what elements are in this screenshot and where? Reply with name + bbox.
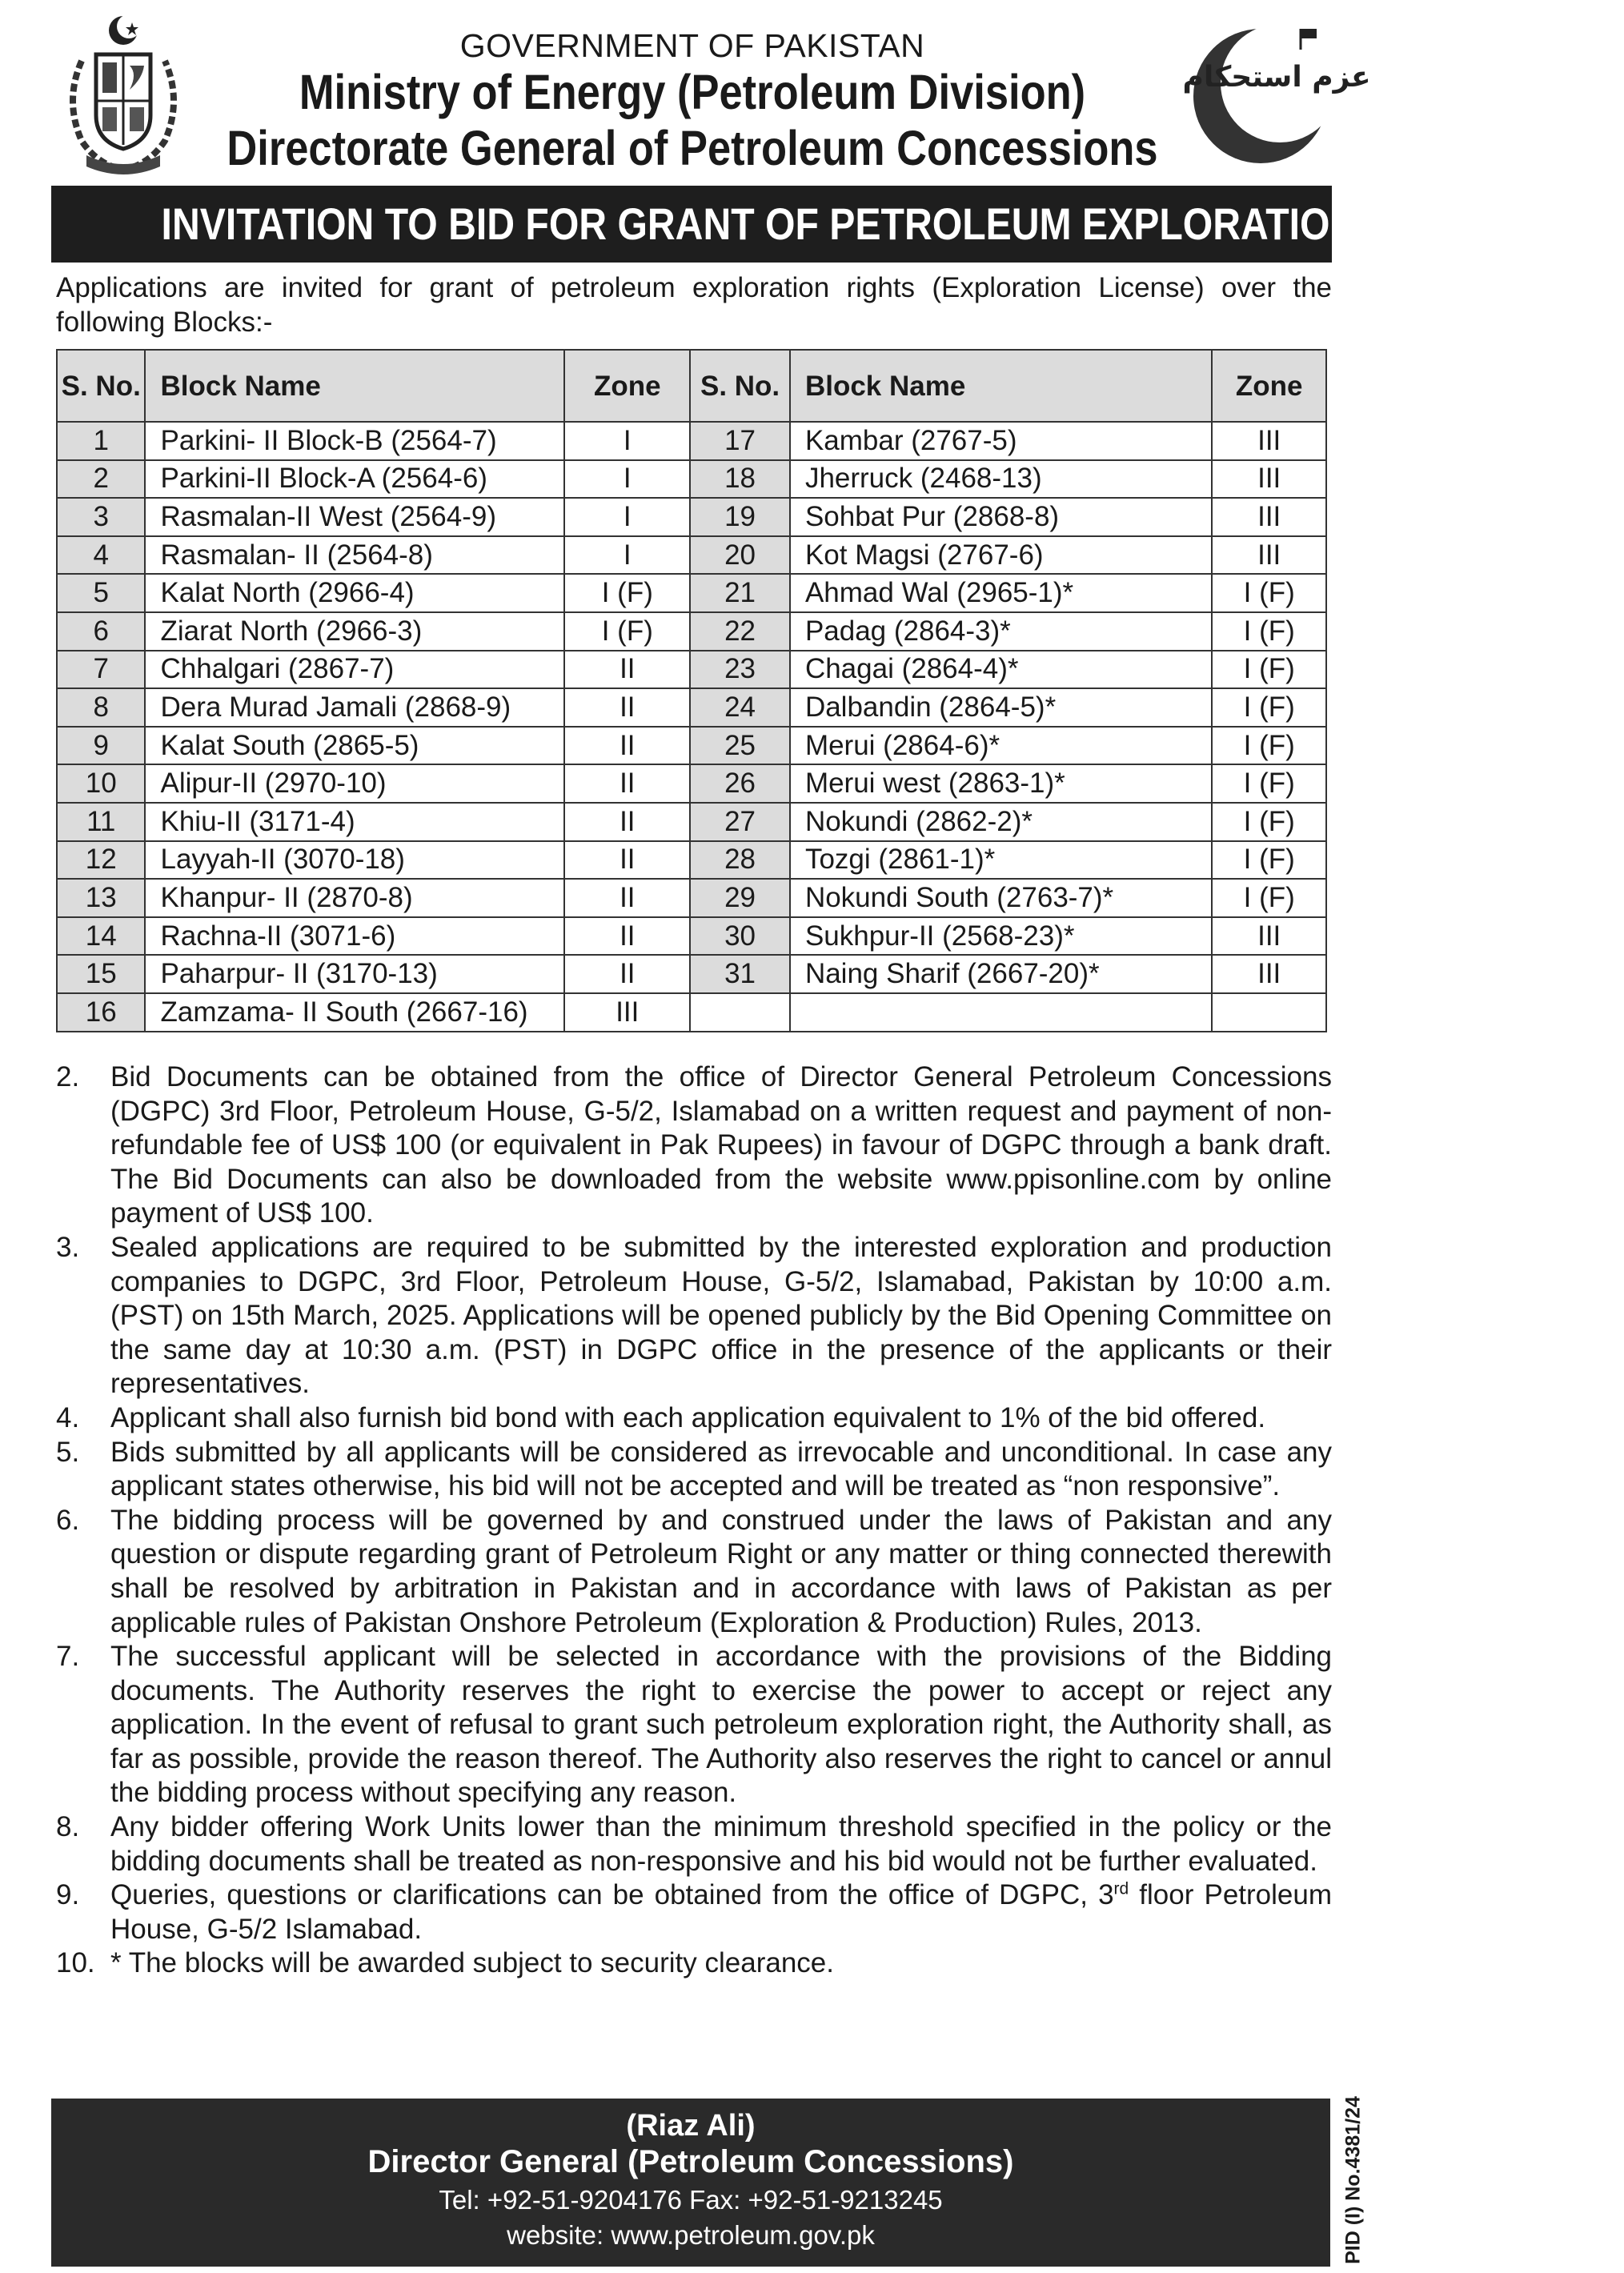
cell-sno: 13	[57, 879, 145, 917]
signature-footer	[51, 2099, 1330, 2267]
cell-zone: II	[564, 651, 690, 689]
cell-block-name: Jherruck (2468-13)	[790, 460, 1212, 499]
table-row	[57, 917, 1326, 956]
cell-block-name: Zamzama- II South (2667-16)	[145, 993, 564, 1032]
government-heading: GOVERNMENT OF PAKISTAN	[459, 27, 925, 64]
cell-zone: III	[564, 993, 690, 1032]
cell-sno: 29	[690, 879, 790, 917]
list-item	[56, 1640, 1332, 1810]
cell-sno: 25	[690, 727, 790, 765]
item-text: Bids submitted by all applicants will be considered as irrevocable and unconditional. In case any applicant states otherwise, his bid will not be accepted and will be treated as “non responsive”.	[110, 1436, 1332, 1502]
cell-sno: 15	[57, 955, 145, 993]
cell-block-name: Kot Magsi (2767-6)	[790, 536, 1212, 575]
cell-zone: I (F)	[1212, 651, 1326, 689]
item-number: 6.	[56, 1504, 80, 1536]
cell-block-name: Merui (2864-6)*	[790, 727, 1212, 765]
cell-zone: II	[564, 955, 690, 993]
header-block-name: Block Name	[790, 350, 1212, 422]
cell-sno: 2	[57, 460, 145, 499]
blocks-table	[56, 349, 1327, 1032]
signatory-designation: Director General (Petroleum Concessions)	[367, 2144, 1014, 2179]
cell-zone: III	[1212, 955, 1326, 993]
item-text: Queries, questions or clarifications can be obtained from the office of DGPC, 3rd floor Petroleum House, G-5/2 Islamabad.	[110, 1879, 1332, 1945]
table-row	[57, 460, 1326, 499]
cell-block-name: Rachna-II (3071-6)	[145, 917, 564, 956]
cell-zone: I (F)	[1212, 688, 1326, 727]
cell-block-name: Alipur-II (2970-10)	[145, 764, 564, 803]
cell-sno: 23	[690, 651, 790, 689]
table-row	[57, 841, 1326, 880]
table-row	[57, 803, 1326, 841]
cell-sno: 4	[57, 536, 145, 575]
cell-zone: I (F)	[1212, 727, 1326, 765]
item-text: The bidding process will be governed by and construed under the laws of Pakistan and any question or dispute regarding grant of Petroleum Right or any matter or thing connected therewith shall be resolved by arbitration in Pakistan and in accordance with laws of Pakistan as per applicable rules of Pakistan Onshore Petroleum (Exploration & Production) Rules, 2013.	[110, 1504, 1332, 1638]
item-number: 9.	[56, 1879, 80, 1911]
cell-block-name: Padag (2864-3)*	[790, 612, 1212, 651]
cell-sno: 31	[690, 955, 790, 993]
list-item	[56, 1401, 1332, 1436]
item-text: The successful applicant will be selected in accordance with the provisions of the Bidding documents. The Authority reserves the right to exercise the power to accept or reject any application. In the event of refusal to grant such petroleum exploration right, the Authority shall, as far as possible, provide the reason thereof. The Authority also reserves the right to cancel or annul the bidding process without specifying any reason.	[110, 1641, 1332, 1809]
item-text: Any bidder offering Work Units lower than the minimum threshold specified in the policy or the bidding documents shall be treated as non-responsive and his bid would not be further evaluated.	[110, 1811, 1332, 1877]
cell-block-name: Nokundi (2862-2)*	[790, 803, 1212, 841]
table-row	[57, 879, 1326, 917]
cell-sno: 8	[57, 688, 145, 727]
table-row	[57, 764, 1326, 803]
item-text: * The blocks will be awarded subject to security clearance.	[110, 1947, 834, 1979]
list-item	[56, 1060, 1332, 1231]
intro-paragraph: Applications are invited for grant of petroleum exploration rights (Exploration License) over the following Blocks:-	[56, 272, 1332, 338]
table-row	[57, 498, 1326, 536]
cell-block-name: Kalat South (2865-5)	[145, 727, 564, 765]
table-row	[57, 688, 1326, 727]
cell-sno: 16	[57, 993, 145, 1032]
list-item	[56, 1810, 1332, 1878]
cell-zone: III	[1212, 536, 1326, 575]
item-number: 2.	[56, 1061, 80, 1092]
cell-zone: I	[564, 536, 690, 575]
cell-block-name: Kambar (2767-5)	[790, 422, 1212, 460]
table-row	[57, 955, 1326, 993]
item-number: 3.	[56, 1231, 80, 1263]
cell-block-name: Layyah-II (3070-18)	[145, 841, 564, 880]
table-row	[57, 536, 1326, 575]
cell-sno: 17	[690, 422, 790, 460]
cell-sno: 11	[57, 803, 145, 841]
cell-zone: II	[564, 841, 690, 880]
signatory-name: (Riaz Ali)	[626, 2109, 756, 2143]
cell-zone	[1212, 993, 1326, 1032]
list-item	[56, 1946, 1332, 1981]
cell-sno: 19	[690, 498, 790, 536]
table-row	[57, 651, 1326, 689]
item-number: 10.	[56, 1947, 95, 1979]
conditions-list	[56, 1060, 1332, 1981]
item-number: 4.	[56, 1401, 80, 1433]
cell-zone: I (F)	[564, 612, 690, 651]
cell-zone: II	[564, 764, 690, 803]
cell-sno: 27	[690, 803, 790, 841]
title-banner	[51, 186, 1514, 263]
cell-zone: II	[564, 879, 690, 917]
header-sno: S. No.	[57, 350, 145, 422]
cell-zone: II	[564, 803, 690, 841]
cell-sno: 20	[690, 536, 790, 575]
cell-sno: 9	[57, 727, 145, 765]
directorate-heading: Directorate General of Petroleum Concessions	[227, 121, 1158, 175]
cell-sno: 14	[57, 917, 145, 956]
cell-sno: 6	[57, 612, 145, 651]
header-sno: S. No.	[690, 350, 790, 422]
cell-zone: III	[1212, 422, 1326, 460]
cell-block-name: Nokundi South (2763-7)*	[790, 879, 1212, 917]
pid-number: PID (I) No.4381/24	[1341, 2096, 1365, 2264]
cell-block-name: Ahmad Wal (2965-1)*	[790, 574, 1212, 612]
header-block-name: Block Name	[145, 350, 564, 422]
cell-sno: 28	[690, 841, 790, 880]
cell-sno: 22	[690, 612, 790, 651]
header-zone: Zone	[1212, 350, 1326, 422]
list-item	[56, 1231, 1332, 1401]
list-item	[56, 1436, 1332, 1504]
cell-block-name: Paharpur- II (3170-13)	[145, 955, 564, 993]
cell-sno: 10	[57, 764, 145, 803]
cell-sno: 21	[690, 574, 790, 612]
cell-zone: III	[1212, 917, 1326, 956]
cell-zone: I (F)	[564, 574, 690, 612]
item-number: 7.	[56, 1641, 80, 1673]
website: website: www.petroleum.gov.pk	[507, 2220, 875, 2250]
cell-zone: I (F)	[1212, 612, 1326, 651]
cell-block-name: Parkini-II Block-A (2564-6)	[145, 460, 564, 499]
table-row	[57, 727, 1326, 765]
cell-block-name: Dalbandin (2864-5)*	[790, 688, 1212, 727]
cell-block-name: Rasmalan- II (2564-8)	[145, 536, 564, 575]
cell-sno: 3	[57, 498, 145, 536]
list-item	[56, 1504, 1332, 1640]
cell-block-name: Kalat North (2966-4)	[145, 574, 564, 612]
ministry-heading: Ministry of Energy (Petroleum Division)	[299, 65, 1086, 119]
cell-block-name: Ziarat North (2966-3)	[145, 612, 564, 651]
cell-zone: I	[564, 422, 690, 460]
item-text: Sealed applications are required to be submitted by the interested exploration and production companies to DGPC, 3rd Floor, Petroleum House, G-5/2, Islamabad, Pakistan by 10:00 a.m. (PST) on 15th March, 2025. Applications will be opened publicly by the Bid Opening Committee on the same day at 10:30 a.m. (PST) in DGPC office in the presence of the applicants or their representatives.	[110, 1231, 1332, 1400]
cell-sno: 1	[57, 422, 145, 460]
cell-block-name: Khiu-II (3171-4)	[145, 803, 564, 841]
cell-sno: 12	[57, 841, 145, 880]
table-row	[57, 422, 1326, 460]
item-text: Bid Documents can be obtained from the office of Director General Petroleum Concessions (DGPC) 3rd Floor, Petroleum House, G-5/2, Islamabad on a written request and payment of non-refundable fee of US$ 100 (or equivalent in Pak Rupees) in favour of DGPC through a bank draft. The Bid Documents can also be downloaded from the website www.ppisonline.com by online payment of US$ 100.	[110, 1061, 1332, 1229]
cell-block-name: Chagai (2864-4)*	[790, 651, 1212, 689]
table-row	[57, 993, 1326, 1032]
cell-block-name: Chhalgari (2867-7)	[145, 651, 564, 689]
cell-zone: I (F)	[1212, 764, 1326, 803]
cell-block-name: Sukhpur-II (2568-23)*	[790, 917, 1212, 956]
header-zone: Zone	[564, 350, 690, 422]
table-header-row	[57, 350, 1326, 422]
cell-zone: I	[564, 460, 690, 499]
cell-zone: III	[1212, 460, 1326, 499]
table-row	[57, 612, 1326, 651]
cell-sno	[690, 993, 790, 1032]
cell-block-name: Dera Murad Jamali (2868-9)	[145, 688, 564, 727]
page-title: INVITATION TO BID FOR GRANT OF PETROLEUM EXPLORATION RIGHTS	[161, 198, 1514, 249]
item-text: Applicant shall also furnish bid bond with each application equivalent to 1% of the bid offered.	[110, 1401, 1266, 1433]
item-number: 5.	[56, 1436, 80, 1468]
list-item	[56, 1878, 1332, 1946]
cell-zone: I (F)	[1212, 841, 1326, 880]
cell-sno: 5	[57, 574, 145, 612]
cell-block-name: Sohbat Pur (2868-8)	[790, 498, 1212, 536]
cell-block-name: Tozgi (2861-1)*	[790, 841, 1212, 880]
cell-block-name: Naing Sharif (2667-20)*	[790, 955, 1212, 993]
cell-block-name	[790, 993, 1212, 1032]
cell-sno: 30	[690, 917, 790, 956]
cell-sno: 7	[57, 651, 145, 689]
cell-zone: II	[564, 688, 690, 727]
cell-block-name: Khanpur- II (2870-8)	[145, 879, 564, 917]
logo-text: عزم استحکام	[1182, 61, 1371, 94]
cell-block-name: Parkini- II Block-B (2564-7)	[145, 422, 564, 460]
cell-zone: I	[564, 498, 690, 536]
cell-sno: 18	[690, 460, 790, 499]
cell-zone: III	[1212, 498, 1326, 536]
cell-sno: 24	[690, 688, 790, 727]
cell-zone: I (F)	[1212, 879, 1326, 917]
item-number: 8.	[56, 1811, 80, 1843]
contact-numbers: Tel: +92-51-9204176 Fax: +92-51-9213245	[439, 2185, 943, 2215]
table-row	[57, 574, 1326, 612]
cell-zone: I (F)	[1212, 803, 1326, 841]
cell-zone: I (F)	[1212, 574, 1326, 612]
cell-sno: 26	[690, 764, 790, 803]
cell-zone: II	[564, 917, 690, 956]
cell-zone: II	[564, 727, 690, 765]
cell-block-name: Rasmalan-II West (2564-9)	[145, 498, 564, 536]
cell-block-name: Merui west (2863-1)*	[790, 764, 1212, 803]
